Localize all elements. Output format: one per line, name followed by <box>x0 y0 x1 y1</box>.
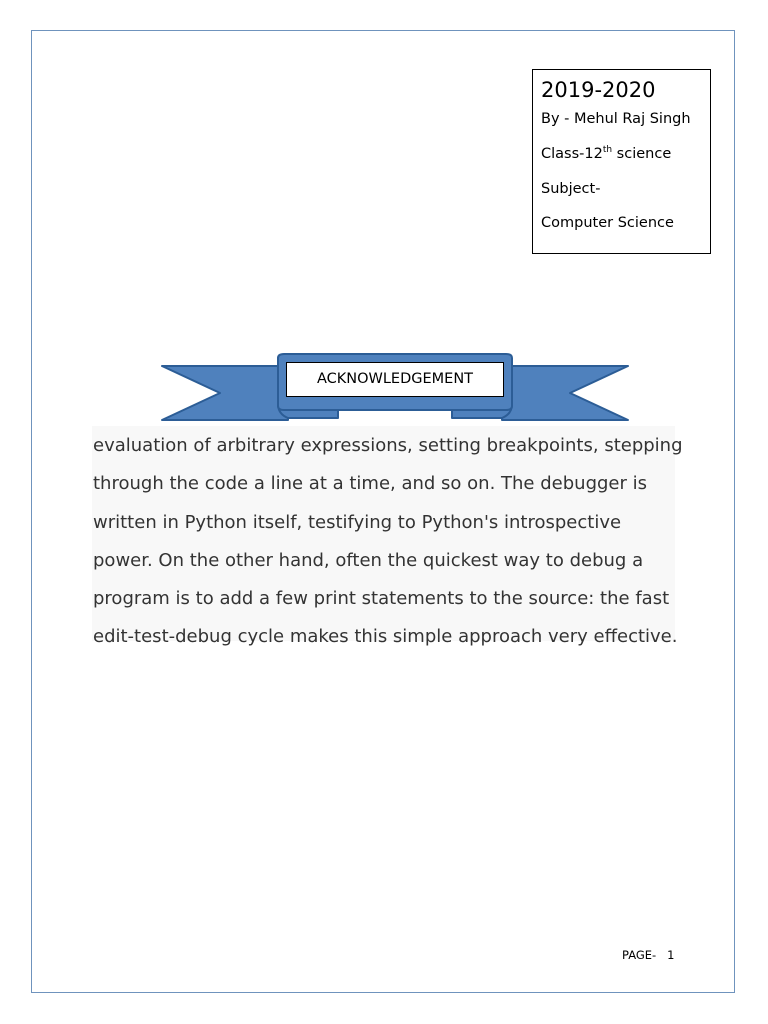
page-number: PAGE- 1 <box>622 948 675 962</box>
info-class-prefix: Class-12 <box>541 146 603 162</box>
info-subject-value: Computer Science <box>541 215 674 231</box>
ribbon-left-tail <box>162 366 288 420</box>
info-class-superscript: th <box>602 145 613 156</box>
body-line: through the code a line at a time, and so on. The debugger is <box>93 473 647 495</box>
body-paragraph <box>92 426 683 648</box>
ribbon-right-tail <box>502 366 628 420</box>
body-line: evaluation of arbitrary expressions, setting breakpoints, stepping <box>93 435 683 456</box>
info-subject-label: Subject- <box>541 181 601 197</box>
body-line: program is to add a few print statements to the source: the fast <box>93 588 670 610</box>
info-class <box>541 145 710 163</box>
body-line: written in Python itself, testifying to Python's introspective <box>93 511 622 533</box>
body-line: edit-test-debug cycle makes this simple approach very effective. <box>93 626 678 648</box>
info-author: By - Mehul Raj Singh <box>541 111 691 127</box>
info-class-suffix: science <box>612 146 672 162</box>
body-line: power. On the other hand, often the quickest way to debug a <box>93 549 644 571</box>
info-box <box>532 69 711 254</box>
banner-title: ACKNOWLEDGEMENT <box>286 362 504 397</box>
info-year: 2019-2020 <box>541 78 656 102</box>
